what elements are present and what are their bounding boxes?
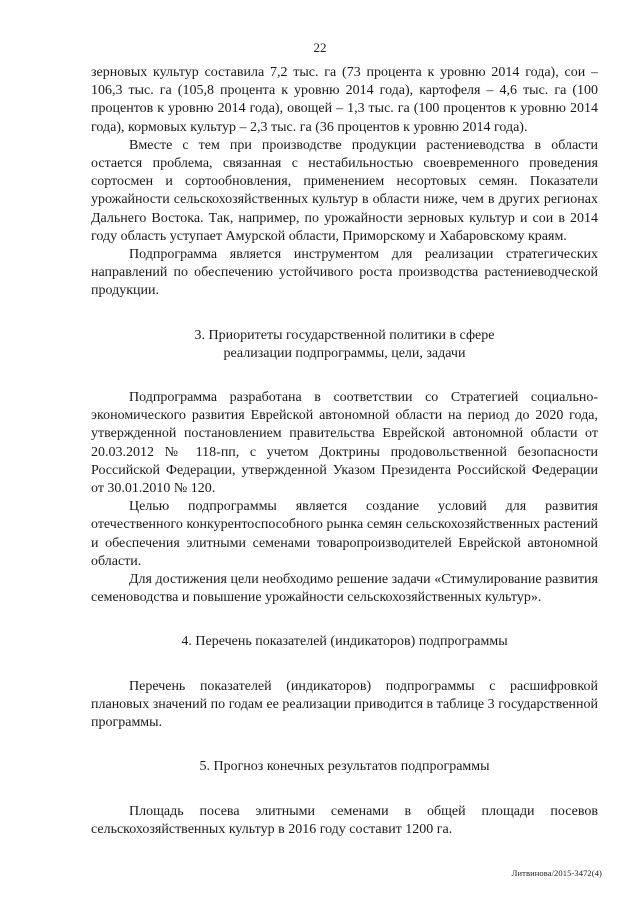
paragraph-forecast: Площадь посева элитными семенами в общей площади посевов сельскохозяйственных культур в 2016 году составит 1200 га. <box>91 803 598 837</box>
paragraph-instrument: Подпрограмма является инструментом для реализации стратегических направлений по обеспечению устойчивого роста производства растениеводческой продукции. <box>91 247 598 299</box>
page-number: 22 <box>313 40 327 55</box>
paragraph-task: Для достижения цели необходимо решение задачи «Стимулирование развития семеноводства и повышение урожайности сельскохозяйственных культур». <box>91 572 598 606</box>
section-3-heading-line-1: 3. Приоритеты государственной политики в сфере <box>194 327 495 343</box>
paragraph-strategy: Подпрограмма разработана в соответствии со Стратегией социально-экономического развития Еврейской автономной области на период до 2020 года, утвержденной постановлением правительства Еврейской автономной области от 20.03.2012 № 118-пп, с учетом Доктрины продовольственной безопасности Российской Федерации, утвержденной Указом Президента Российской Федерации от 30.01.2010 № 120. <box>91 390 598 497</box>
section-5-heading: 5. Прогноз конечных результатов подпрограммы <box>199 759 490 775</box>
section-3-heading-line-2: реализации подпрограммы, цели, задачи <box>223 345 466 361</box>
paragraph-goal: Целью подпрограммы является создание условий для развития отечественного конкурентоспособного рынка семян сельскохозяйственных растений и обеспечения элитными семенами товаропроизводителей Еврейской автономной области. <box>91 499 598 569</box>
paragraph-indicators: Перечень показателей (индикаторов) подпрограммы с расшифровкой плановых значений по годам ее реализации приводится в таблице 3 государственной программы. <box>91 678 598 731</box>
paragraph-crop-areas: зерновых культур составила 7,2 тыс. га (73 процента к уровню 2014 года), сои – 106,3 тыс. га (105,8 процента к уровню 2014 года), картофеля – 4,6 тыс. га (100 процентов к уровню 2014 года), овощей – 1,3 тыс. га (100 процентов к уровню 2014 года), кормовых культур – 2,3 тыс. га (36 процентов к уровню 2014 года). <box>91 65 598 135</box>
section-4-heading: 4. Перечень показателей (индикаторов) подпрограммы <box>181 634 508 650</box>
document-body <box>91 64 598 839</box>
paragraph-problem: Вместе с тем при производстве продукции растениеводства в области остается проблема, связанная с нестабильностью своевременного проведения сортосмен и сортообновления, применением несортовых семян. Показатели урожайности сельскохозяйственных культур в области ниже, чем в других регионах Дальнего Востока. Так, например, по урожайности зерновых культур и сои в 2014 году область уступает Амурской области, Приморскому и Хабаровскому краям. <box>91 137 598 244</box>
footer-document-code: Литвинова/2015-3472(4) <box>511 868 602 878</box>
